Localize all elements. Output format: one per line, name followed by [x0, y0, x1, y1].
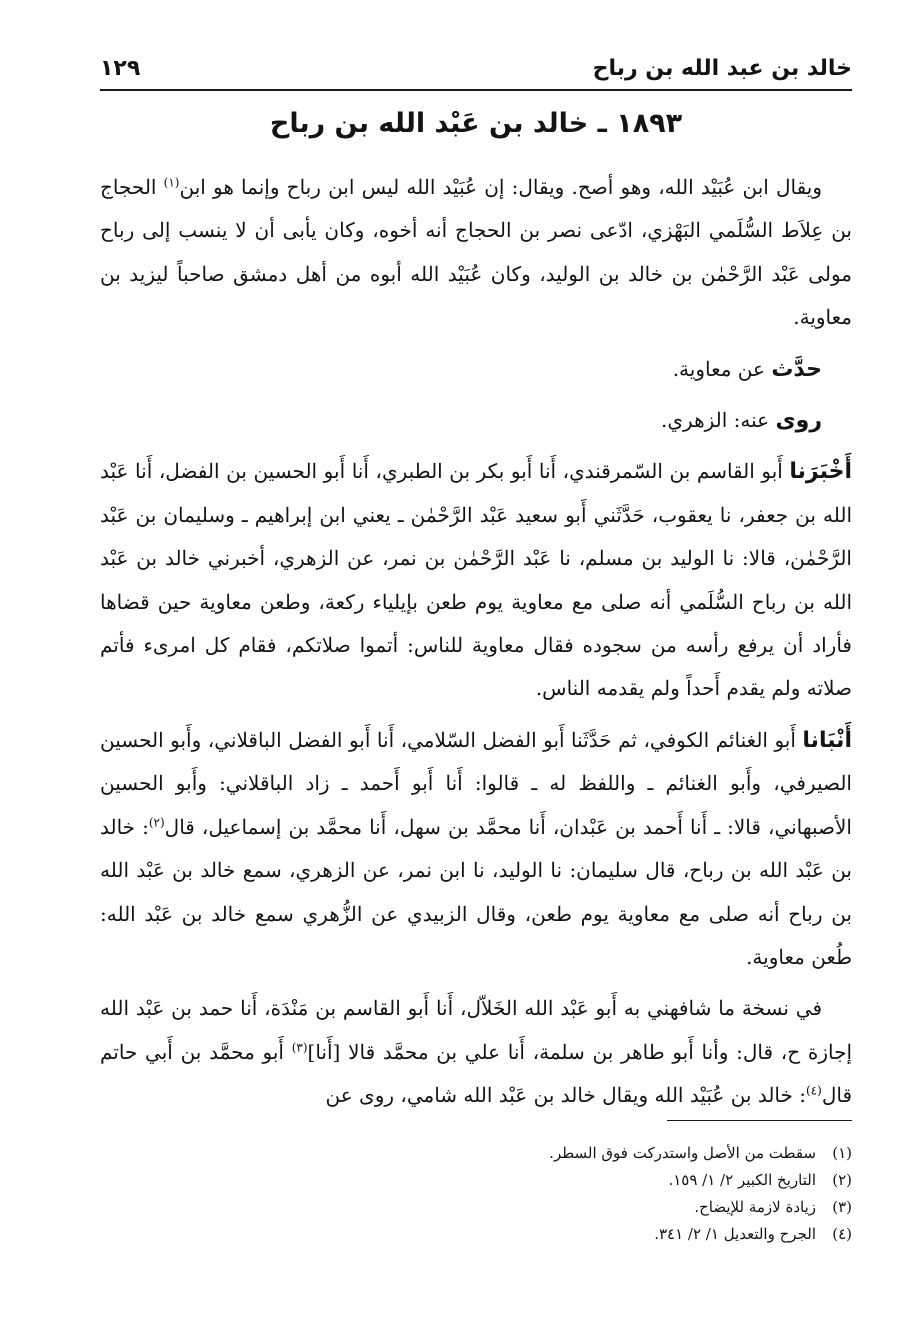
- footnotes: [100, 1140, 852, 1248]
- paragraph-isnad-1: [100, 450, 852, 710]
- keyword: حدَّث: [771, 356, 822, 382]
- footnote-rule: [667, 1120, 852, 1121]
- footnote-text: الجرح والتعديل ١/ ٢/ ٣٤١.: [654, 1225, 816, 1243]
- footnote-number: (٣): [832, 1198, 852, 1216]
- footnote-text: سقطت من الأصل واستدركت فوق السطر.: [549, 1144, 816, 1162]
- footnote: [100, 1221, 852, 1248]
- paragraph-text: ويقال ابن عُبَيْد الله، وهو أصح. ويقال: إن عُبَيْد الله ليس ابن رباح وإنما هو ابن: [179, 175, 822, 199]
- footnote-number: (١): [832, 1144, 852, 1162]
- footnote-number: (٤): [832, 1225, 852, 1243]
- paragraph-text: أَبو محمَّد بن أَبي حاتم قال: [100, 1039, 852, 1108]
- paragraph-isnad-3: [100, 987, 852, 1117]
- paragraph-text: عنه: الزهري.: [661, 408, 776, 433]
- header-rule: [100, 89, 852, 91]
- footnote: [100, 1167, 852, 1194]
- entry-heading: ١٨٩٣ ـ خالد بن عَبْد الله بن رباح: [269, 108, 683, 139]
- footnote-number: (٢): [832, 1171, 852, 1189]
- paragraph-narrated: [100, 348, 852, 391]
- footnote-text: زيادة لازمة للإيضاح.: [694, 1198, 816, 1216]
- main-text: [100, 166, 852, 1118]
- footnote-ref: (١): [163, 175, 180, 190]
- paragraph-text: أَبو القاسم بن السّمرقندي، أَنا أَبو بكر بن الطبري، أَنا أَبو الحسين بن الفضل، أَنا عَبْد الله بن جعفر، نا يعقوب، حَدَّثَني أَبو سعيد عَبْد الرَّحْمٰن ـ يعني ابن إبراهيم ـ وسليمان بن عَبْد الرَّحْمٰن، قالا: نا الوليد بن مسلم، نا عَبْد الرَّحْمٰن بن نمر، عن الزهري، أخبرني خالد بن عَبْد الله بن رباح السُّلَمي أنه صلى مع معاوية يوم طعن بإيلياء ركعة، وطعن معاوية حين قضاها فأراد أن يرفع رأسه من سجوده فقال معاوية للناس: أتموا صلاتكم، فقام كل امرىء فأتم صلاته ولم يقدم أَحداً ولم يقدمه الناس.: [100, 459, 852, 701]
- paragraph-text: : خالد بن عُبَيْد الله ويقال خالد بن عَبْد الله شامي، روى عن: [325, 1083, 806, 1108]
- paragraph-isnad-2: [100, 719, 852, 979]
- paragraph-text: أَبو الغنائم الكوفي، ثم حَدَّثَنا أَبو الفضل السّلامي، أَنا أَبو الفضل الباقلاني، وأَبو الحسين الصيرفي، وأَبو الغنائم ـ واللفظ له ـ قالوا: أَنا أَبو أَحمد ـ زاد الباقلاني: وأَبو الحسين الأصبهاني، قالا: ـ أَنا أَحمد بن عَبْدان، أَنا محمَّد بن سهل، أَنا محمَّد بن إسماعيل، قال: [100, 727, 852, 839]
- running-head-title: خالد بن عبد الله بن رباح: [592, 56, 852, 81]
- paragraph-text: عن معاوية.: [672, 356, 772, 381]
- paragraph-text: الحجاج بن عِلاَط السُّلَمي البَهْزي، ادّعى نصر بن الحجاج أنه أخوه، وكان يأبى أن لا ينسب إلى رباح مولى عَبْد الرَّحْمٰن بن خالد بن الوليد، وكان عُبَيْد الله أبوه من أهل دمشق صاحباً ليزيد بن معاوية.: [100, 175, 852, 330]
- footnote-ref: (٤): [805, 1083, 822, 1098]
- footnote-text: التاريخ الكبير ٢/ ١/ ١٥٩.: [668, 1171, 816, 1189]
- footnote: [100, 1194, 852, 1221]
- keyword: أَنْبَانا: [802, 727, 852, 753]
- paragraph-text: : خالد بن عَبْد الله بن رباح، قال سليمان: نا الوليد، نا ابن نمر، عن الزهري، سمع خالد بن عَبْد الله بن رباح أنه صلى مع معاوية يوم طعن، وقال الزبيدي عن الزُّهري سمع خالد بن عَبْد الله: طُعن معاوية.: [100, 814, 852, 969]
- footnote-ref: (٢): [148, 815, 165, 830]
- keyword: روى: [775, 408, 822, 434]
- footnote-ref: (٣): [291, 1040, 308, 1055]
- footnote: [100, 1140, 852, 1167]
- paragraph-transmitted: [100, 399, 852, 442]
- paragraph-text: في نسخة ما شافهني به أَبو عَبْد الله الخَلاّل، أَنا أَبو القاسم بن مَنْدَة، أَنا حمد بن عَبْد الله إجازة ح، قال: وأنا أَبو طاهر بن سلمة، أَنا علي بن محمَّد قالا [أَنا]: [100, 996, 853, 1064]
- keyword: أَخْبَرَنا: [789, 459, 852, 485]
- running-head: [100, 52, 852, 88]
- paragraph-intro: [100, 166, 852, 340]
- page-number: ١٢٩: [100, 56, 141, 81]
